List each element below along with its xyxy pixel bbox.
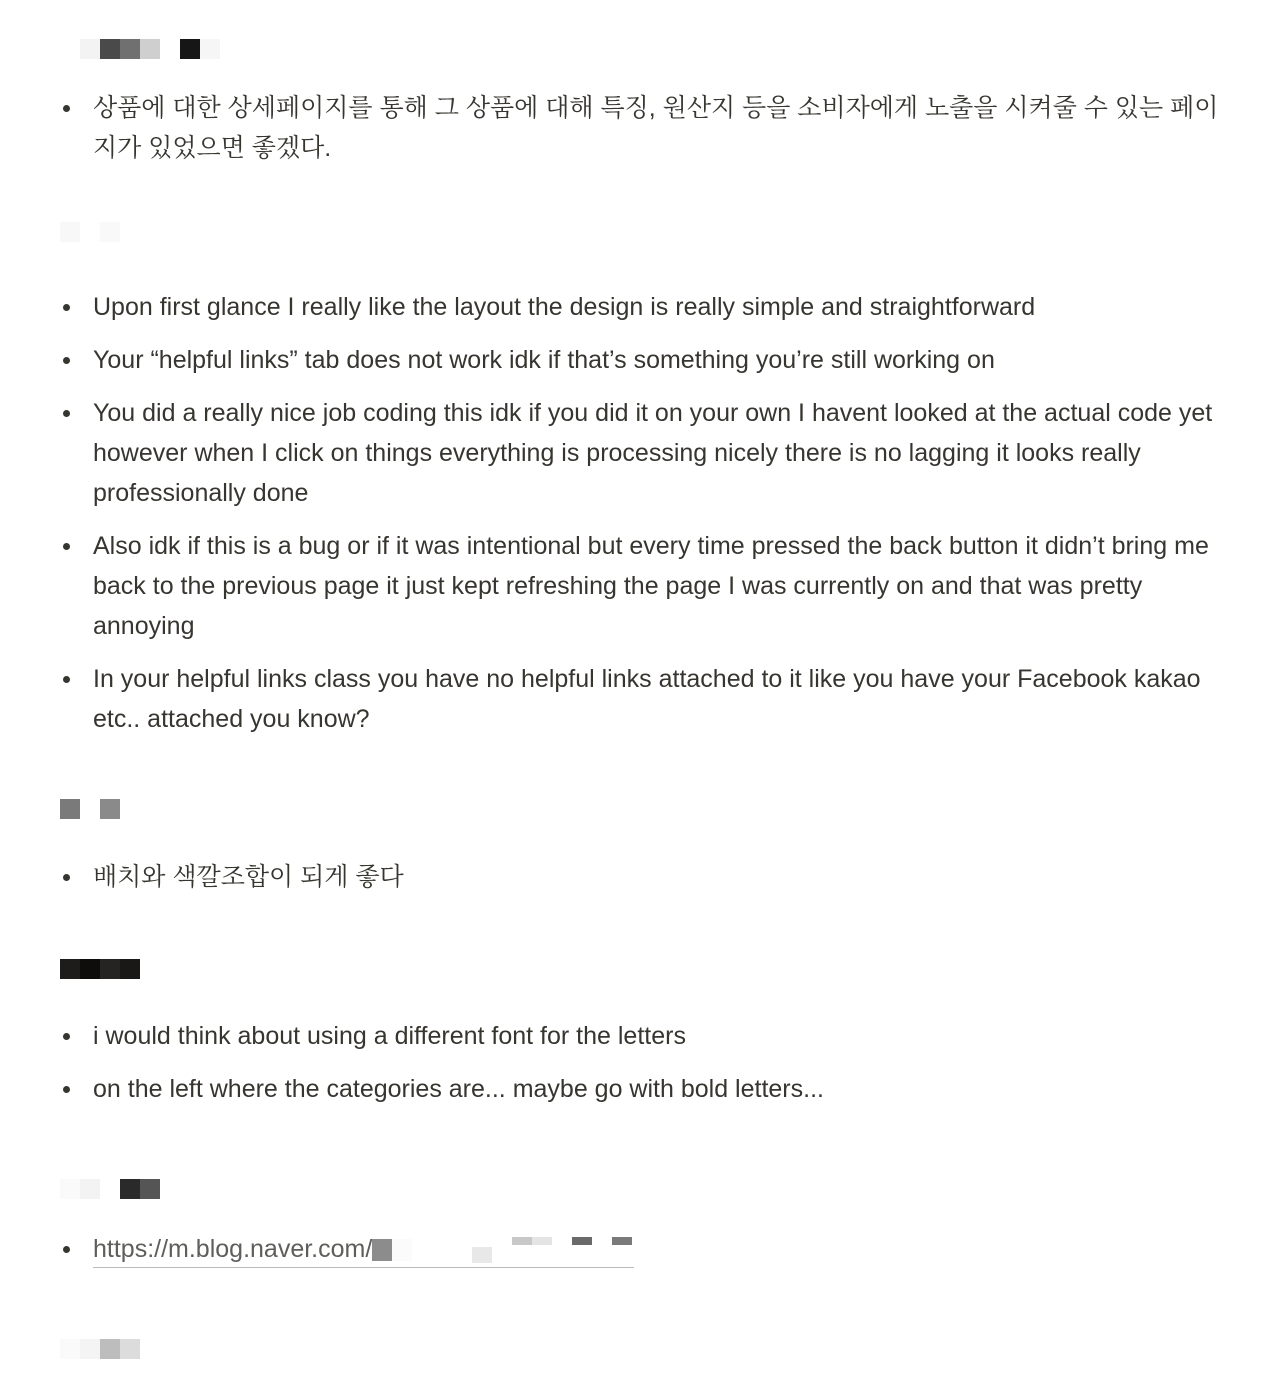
redacted-author-name	[60, 1339, 140, 1359]
list-item: 상품에 대한 상세페이지를 통해 그 상품에 대해 특징, 원산지 등을 소비자에게 노출을 시켜줄 수 있는 페이지가 있었으면 좋겠다.	[60, 88, 1220, 168]
list-item: on the left where the categories are... maybe go with bold letters...	[60, 1069, 1220, 1109]
feedback-list-3	[60, 857, 1220, 910]
list-item: Your “helpful links” tab does not work idk if that’s something you’re still working on	[60, 340, 1220, 380]
redacted-url-path	[372, 1235, 634, 1265]
list-item: Upon first glance I really like the layout the design is really simple and straightforward	[60, 287, 1220, 327]
list-item: i would think about using a different font for the letters	[60, 1016, 1220, 1056]
feedback-list-4	[60, 1016, 1220, 1122]
list-item: Also idk if this is a bug or if it was intentional but every time pressed the back button it didn’t bring me back to the previous page it just kept refreshing the page I was currently on and that was pretty annoying	[60, 526, 1220, 646]
feedback-list-1	[60, 88, 1220, 181]
feedback-list-5	[60, 1229, 1220, 1282]
redacted-author-name	[60, 222, 120, 242]
redacted-author-name	[80, 39, 220, 59]
list-item	[60, 1229, 1220, 1269]
redacted-author-name	[60, 1179, 160, 1199]
cut-off-list-item	[60, 1384, 760, 1399]
redacted-author-name	[60, 799, 120, 819]
feedback-list-2	[60, 287, 1220, 752]
blog-link-text: https://m.blog.naver.com/	[93, 1235, 373, 1263]
blog-link[interactable]	[93, 1235, 634, 1268]
list-item: 배치와 색깔조합이 되게 좋다	[60, 857, 1220, 897]
list-item: In your helpful links class you have no helpful links attached to it like you have your Facebook kakao etc.. attached you know?	[60, 659, 1220, 739]
redacted-author-name	[60, 959, 140, 979]
list-item: You did a really nice job coding this idk if you did it on your own I havent looked at the actual code yet however when I click on things everything is processing nicely there is no lagging it looks really professionally done	[60, 393, 1220, 513]
